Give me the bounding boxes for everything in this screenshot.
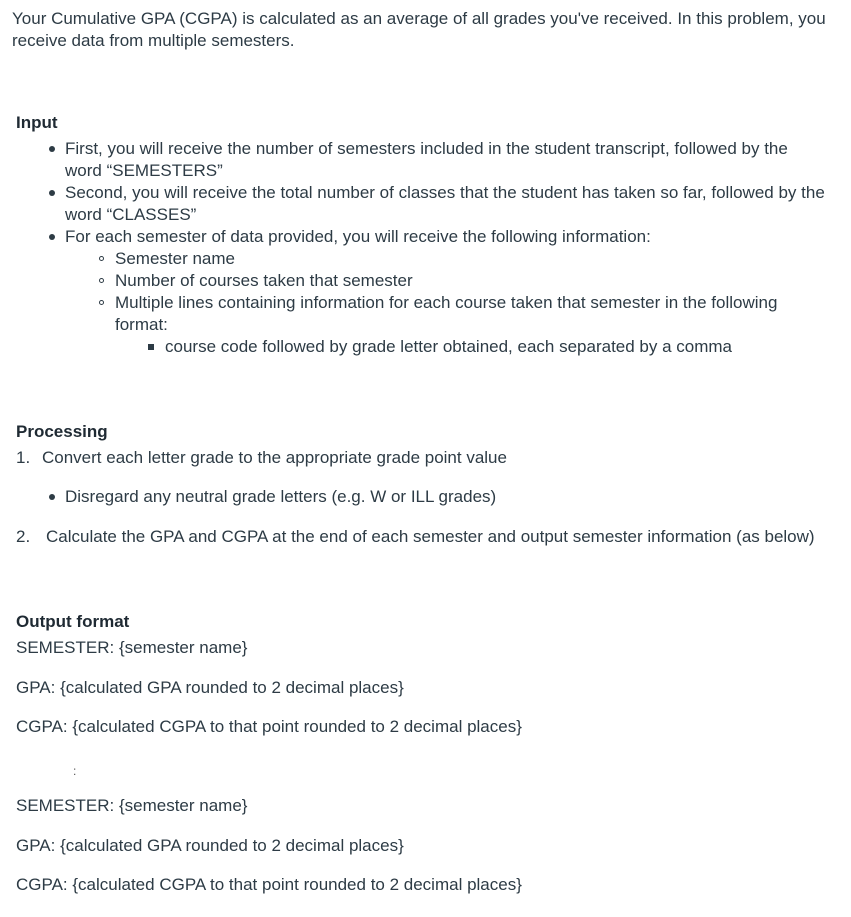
bullet-icon: [49, 234, 55, 240]
input-subsubitem: course code followed by grade letter obtained, each separated by a comma: [165, 337, 733, 356]
step-1-text: Convert each letter grade to the appropriate grade point value: [42, 448, 507, 467]
input-subitem-2: Number of courses taken that semester: [115, 271, 413, 290]
output-semester-line-2: SEMESTER: {semester name}: [16, 796, 248, 815]
output-cgpa-line-2: CGPA: {calculated CGPA to that point rounded to 2 decimal places}: [16, 875, 522, 894]
bullet-icon: [49, 190, 55, 196]
circle-bullet-icon: [99, 278, 104, 283]
input-heading: Input: [16, 113, 58, 132]
circle-bullet-icon: [99, 256, 104, 261]
bullet-icon: [49, 494, 55, 500]
input-item-2: Second, you will receive the total number of classes that the student has taken so far, followed by the word “CLASSES”: [65, 183, 825, 224]
input-subitem-3: Multiple lines containing information for each course taken that semester in the following format:: [115, 293, 778, 334]
input-subitem-1: Semester name: [115, 249, 235, 268]
vertical-ellipsis: :: [73, 764, 77, 778]
output-heading: Output format: [16, 612, 130, 631]
step-2-text: Calculate the GPA and CGPA at the end of each semester and output semester information (as below): [46, 527, 815, 546]
step-2-number: 2.: [16, 527, 31, 546]
step-1-number: 1.: [16, 448, 31, 467]
square-bullet-icon: [148, 344, 154, 350]
input-item-3: For each semester of data provided, you will receive the following information:: [65, 227, 651, 246]
circle-bullet-icon: [99, 300, 104, 305]
output-cgpa-line: CGPA: {calculated CGPA to that point rounded to 2 decimal places}: [16, 717, 522, 736]
bullet-icon: [49, 146, 55, 152]
output-semester-line: SEMESTER: {semester name}: [16, 638, 248, 657]
processing-heading: Processing: [16, 422, 108, 441]
output-gpa-line: GPA: {calculated GPA rounded to 2 decimal places}: [16, 678, 404, 697]
input-item-1: First, you will receive the number of semesters included in the student transcript, followed by the word “SEMESTERS”: [65, 139, 788, 180]
output-gpa-line-2: GPA: {calculated GPA rounded to 2 decimal places}: [16, 836, 404, 855]
step-1-bullet: Disregard any neutral grade letters (e.g. W or ILL grades): [65, 487, 497, 506]
intro-paragraph: Your Cumulative GPA (CGPA) is calculated as an average of all grades you've received. In this problem, you receive data from multiple semesters.: [12, 9, 826, 50]
